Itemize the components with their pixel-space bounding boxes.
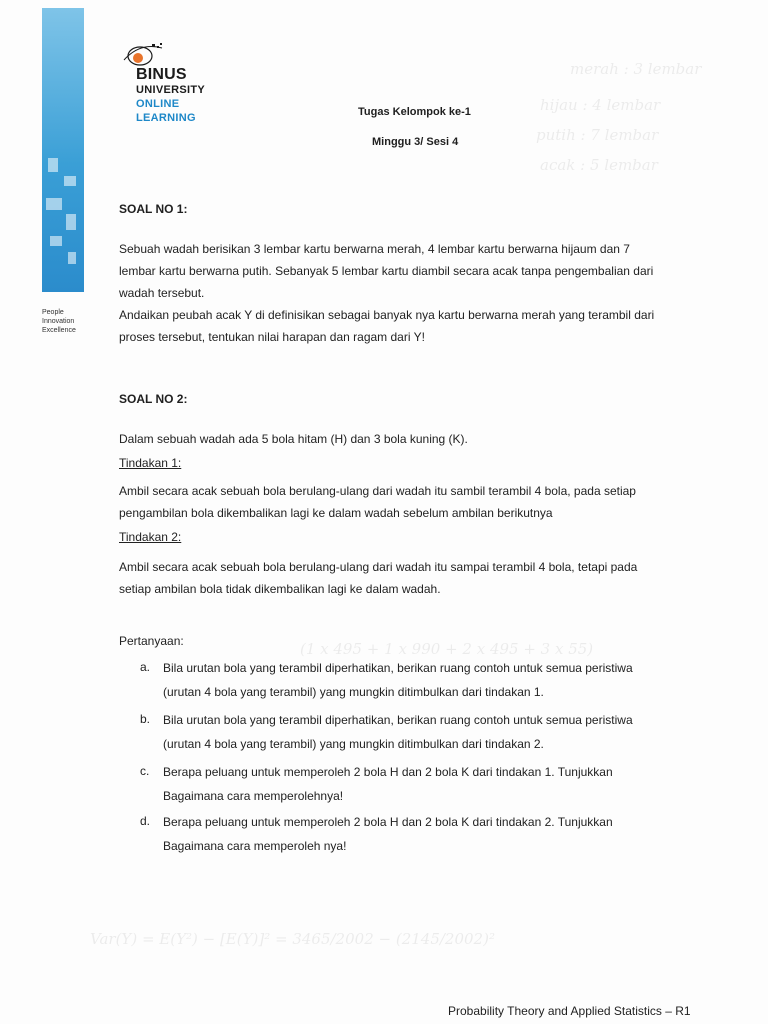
question-b <box>163 708 725 756</box>
question-label: d. <box>140 814 151 828</box>
question-line: Bila urutan bola yang terambil diperhatikan, berikan ruang contoh untuk semua peristiwa <box>163 713 633 727</box>
soal1-heading: SOAL NO 1: <box>119 202 188 216</box>
logo-online: ONLINE <box>136 98 180 110</box>
question-line: Bila urutan bola yang terambil diperhatikan, berikan ruang contoh untuk semua peristiwa <box>163 661 633 675</box>
question-label: c. <box>140 764 150 778</box>
soal1-line: Sebuah wadah berisikan 3 lembar kartu berwarna merah, 4 lembar kartu berwarna hijaum dan 7 <box>119 242 630 256</box>
soal1-line: proses tersebut, tentukan nilai harapan dan ragam dari Y! <box>119 330 425 344</box>
question-d <box>163 810 725 858</box>
question-label: a. <box>140 660 151 674</box>
action2-text <box>119 556 727 600</box>
soal1-line: lembar kartu berwarna putih. Sebanyak 5 lembar kartu diambil secara acak tanpa pengembalian dari <box>119 264 654 278</box>
action2-line: Ambil secara acak sebuah bola berulang-ulang dari wadah itu sampai terambil 4 bola, tetapi pada <box>119 560 638 574</box>
question-a <box>163 656 725 704</box>
soal2-intro: Dalam sebuah wadah ada 5 bola hitam (H) dan 3 bola kuning (K). <box>119 432 468 446</box>
side-decoration-strip <box>42 8 84 292</box>
document-title: Tugas Kelompok ke-1 <box>358 106 471 118</box>
action1-label: Tindakan 1: <box>119 456 182 470</box>
question-line: Bagaimana cara memperolehnya! <box>163 789 344 803</box>
tagline-line: Innovation <box>42 318 75 325</box>
tagline-line: Excellence <box>42 327 76 334</box>
logo-university: UNIVERSITY <box>136 84 206 96</box>
action1-text <box>119 480 727 524</box>
question-line: Berapa peluang untuk memperoleh 2 bola H dan 2 bola K dari tindakan 1. Tunjukkan <box>163 765 613 779</box>
soal2-heading: SOAL NO 2: <box>119 392 188 406</box>
document-session: Minggu 3/ Sesi 4 <box>372 136 459 148</box>
page-footer: Probability Theory and Applied Statistics – R1 <box>448 1004 691 1018</box>
logo-brand: BINUS <box>136 66 187 83</box>
question-label: b. <box>140 712 151 726</box>
question-line: Berapa peluang untuk memperoleh 2 bola H dan 2 bola K dari tindakan 2. Tunjukkan <box>163 815 613 829</box>
question-line: (urutan 4 bola yang terambil) yang mungkin ditimbulkan dari tindakan 1. <box>163 685 544 699</box>
soal1-text <box>119 238 727 348</box>
question-c <box>163 760 725 808</box>
document-page: People Innovation Excellence BINUS UNIVERSITY ONLINE LEARNING Tugas Kelompok ke-1 Minggu 3/ Sesi 4 merah : 3 lembar hijau : 4 lembar putih : 7 lembar acak : 5 lembar (1 x 495 + 1 x 990 + 2 x 495 + 3 x 55) Var(Y) = E(Y²) − [E(Y)]² = 3465/2002 − (2145/2002)² SOAL NO 1: Sebuah wadah berisikan 3 lembar kartu berwarna merah, 4 lembar kartu berwarna hijaum dan 7 lembar kartu berwarna putih. Sebanyak 5 lembar kartu diambil secara acak tanpa pengembalian dari wadah tersebut. Andaikan peubah acak Y di definisikan sebagai banyak nya kartu berwarna merah yang terambil dari proses tersebut, tentukan nilai harapan dan ragam dari Y! SOAL NO 2: Dalam sebuah wadah ada 5 bola hitam (H) dan 3 bola kuning (K). Tindakan 1: Ambil secara acak sebuah bola berulang-ulang dari wadah itu sambil terambil 4 bola, pada setiap pengambilan bola dikembalikan lagi ke dalam wadah sebelum ambilan berikutnya Tindakan 2: Ambil secara acak sebuah bola berulang-ulang dari wadah itu sampai terambil 4 bola, tetapi pada setiap ambilan bola tidak dikembalikan lagi ke dalam wadah. Pertanyaan: a. Bila urutan bola yang terambil diperhatikan, berikan ruang contoh untuk semua peristiwa (urutan 4 bola yang terambil) yang mungkin ditimbulkan dari tindakan 1. b. Bila urutan bola yang terambil diperhatikan, berikan ruang contoh untuk semua peristiwa (urutan 4 bola yang terambil) yang mungkin ditimbulkan dari tindakan 2. c. Berapa peluang untuk memperoleh 2 bola H dan 2 bola K dari tindakan 1. Tunjukkan Bagaimana cara memperolehnya! d. Berapa peluang untuk memperoleh 2 bola H dan 2 bola K dari tindakan 2. Tunjukkan Bagaimana cara memperoleh nya! Probability Theory and Applied Statistics – R1 <box>0 0 768 1024</box>
tagline-line: People <box>42 309 64 316</box>
soal1-line: wadah tersebut. <box>119 286 205 300</box>
questions-heading: Pertanyaan: <box>119 634 184 648</box>
soal1-line: Andaikan peubah acak Y di definisikan sebagai banyak nya kartu berwarna merah yang terambil dari <box>119 308 655 322</box>
logo-learning: LEARNING <box>136 112 196 124</box>
tagline <box>42 308 112 335</box>
question-line: Bagaimana cara memperoleh nya! <box>163 839 347 853</box>
action1-line: pengambilan bola dikembalikan lagi ke dalam wadah sebelum ambilan berikutnya <box>119 506 553 520</box>
action2-label: Tindakan 2: <box>119 530 182 544</box>
binus-logo <box>116 40 256 135</box>
question-line: (urutan 4 bola yang terambil) yang mungkin ditimbulkan dari tindakan 2. <box>163 737 544 751</box>
action1-line: Ambil secara acak sebuah bola berulang-ulang dari wadah itu sambil terambil 4 bola, pada setiap <box>119 484 636 498</box>
action2-line: setiap ambilan bola tidak dikembalikan lagi ke dalam wadah. <box>119 582 441 596</box>
